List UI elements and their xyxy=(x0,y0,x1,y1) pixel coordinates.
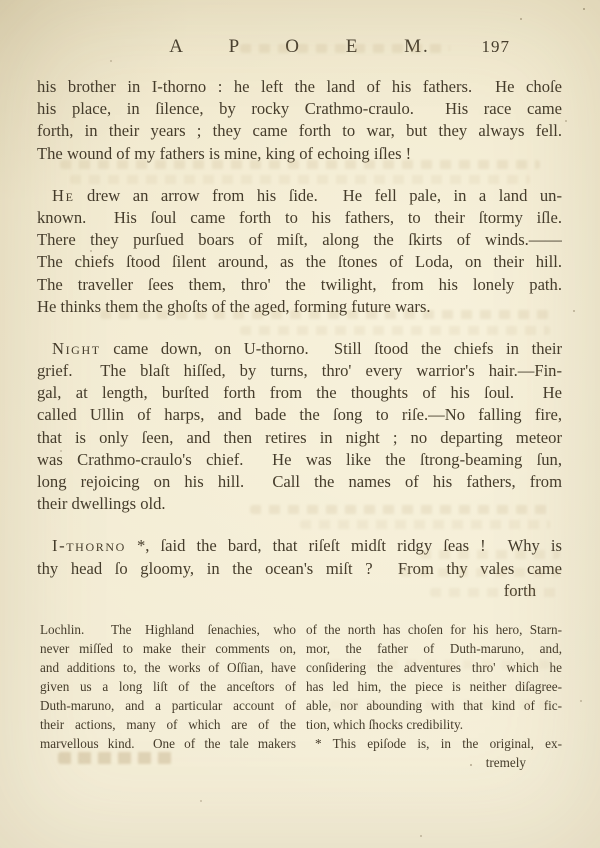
text-line: He thinks them the ghoſts of the aged, forming future wars. xyxy=(37,296,431,316)
text-line: mor, the father of Duth-maruno, and, xyxy=(306,640,562,656)
small-caps-lead: Night xyxy=(52,338,101,358)
text-line: known. His ſoul came forth to his fathers, to their ſtormy iſle. xyxy=(37,207,562,227)
running-title: A P O E M. xyxy=(169,36,430,57)
text-line: called Ullin of harps, and bade the ſong to riſe.—No falling fire, xyxy=(37,405,562,425)
text-line: has led him, the piece is neither diſagree- xyxy=(306,678,562,694)
text-line: tion, which ſhocks credibility. xyxy=(306,716,463,732)
poem-body xyxy=(37,76,562,602)
text-line: his brother in I-thorno : he left the land of his fathers. He choſe xyxy=(37,77,562,96)
catchword: forth xyxy=(503,580,536,600)
text-line: able, nor abounding with that kind of fic- xyxy=(306,697,562,713)
page-header xyxy=(37,36,562,62)
paragraph xyxy=(37,185,562,318)
footnote-column-right xyxy=(306,620,562,772)
text-line: thy head ſo gloomy, in the ocean's miſt ? From thy vales came xyxy=(37,558,562,578)
text-line: that is only ſeen, and then retires in night ; no departing meteor xyxy=(37,427,562,447)
footnotes xyxy=(40,620,562,772)
text-line: The chiefs ſtood ſilent around, as the ſtones of Loda, on their hill. xyxy=(37,252,562,272)
text-line: Lochlin. The Highland ſenachies, who xyxy=(40,621,296,637)
small-caps-lead: I-thorno xyxy=(52,536,126,556)
text-line: There they purſued boars of miſt, along the ſkirts of winds.—— xyxy=(37,230,562,250)
text-line: * This epiſode is, in the original, ex- xyxy=(315,735,562,751)
text-line: long rejoicing on his hill. Call the names of his fathers, from xyxy=(37,472,562,491)
text-line: He drew an arrow from his ſide. He fell pale, in a land un- xyxy=(52,185,562,205)
text-line: forth, in their years ; they came forth to war, but they always fell. xyxy=(37,121,562,141)
footnote-column-left xyxy=(40,620,296,772)
text-line: marvellous kind. One of the tale makers xyxy=(40,735,296,751)
text-line: I-thorno *, ſaid the bard, that riſeſt midſt ridgy ſeas ! Why is xyxy=(52,536,562,556)
page-number: 197 xyxy=(481,37,510,56)
text-line: given us a long liſt of the anceſtors of xyxy=(40,678,296,694)
small-caps-lead: He xyxy=(52,185,75,205)
text-line: conſidering the adventures thro' which he xyxy=(306,659,562,675)
text-line: The wound of my fathers is mine, king of echoing iſles ! xyxy=(37,143,412,163)
text-line: The traveller ſees them, thro' the twilight, from his lonely path. xyxy=(37,274,562,294)
paragraph xyxy=(37,76,562,165)
text-line: Duth-maruno, and a particular account of xyxy=(40,697,296,713)
paragraph xyxy=(37,338,562,516)
text-line: their actions, many of which are of the xyxy=(40,716,296,732)
text-line: Night came down, on U-thorno. Still ſtood the chiefs in their xyxy=(52,338,562,358)
paper-specks xyxy=(0,0,2,2)
text-line: his place, in ſilence, by rocky Crathmo-craulo. His race came xyxy=(37,99,562,119)
text-line: never miſſed to make their comments on, xyxy=(40,640,296,656)
text-line: their dwellings old. xyxy=(37,494,166,514)
text-line: grief. The blaſt hiſſed, by turns, thro' every warrior's hair.—Fin- xyxy=(37,361,562,381)
paragraph xyxy=(37,535,562,602)
text-line: and additions to, the works of Oſſian, have xyxy=(40,659,296,675)
text-line: of the north has choſen for his hero, Starn- xyxy=(306,621,562,637)
text-line: gal, at length, burſted forth from the thoughts of his ſoul. He xyxy=(37,383,562,403)
catchword: tremely xyxy=(485,754,526,770)
text-line: was Crathmo-craulo's chief. He was like the ſtrong-beaming ſun, xyxy=(37,449,562,469)
